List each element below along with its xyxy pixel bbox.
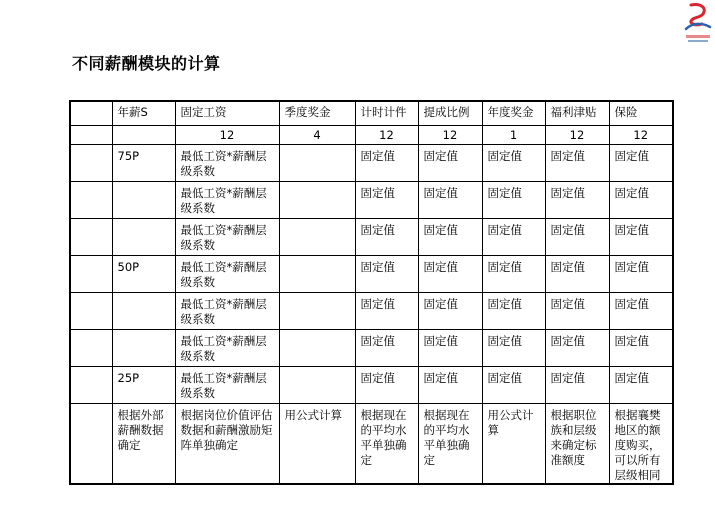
table-cell <box>279 293 355 330</box>
table-cell <box>112 330 175 367</box>
table-cell <box>279 256 355 293</box>
table-cell <box>279 182 355 219</box>
table-cell: 75P <box>112 145 175 182</box>
table-cell: 固定值 <box>418 330 482 367</box>
table-cell: 固定值 <box>545 256 609 293</box>
table-footer-row <box>70 404 673 485</box>
page-title: 不同薪酬模块的计算 <box>72 54 221 73</box>
salary-module-table <box>69 100 674 485</box>
table-cell: 根据岗位价值评估数据和薪酬激励矩阵单独确定 <box>175 404 279 485</box>
table-cell <box>70 293 112 330</box>
table-cell: 固定值 <box>609 182 673 219</box>
table-cell: 固定值 <box>545 145 609 182</box>
table-cell: 用公式计算 <box>279 404 355 485</box>
table-cell: 根据外部薪酬数据确定 <box>112 404 175 485</box>
table-row <box>70 330 673 367</box>
table-cell <box>279 367 355 404</box>
table-cell: 季度奖金 <box>279 101 355 126</box>
table-cell <box>279 145 355 182</box>
table-cell <box>70 145 112 182</box>
table-cell <box>70 404 112 485</box>
table-cell: 最低工资*薪酬层级系数 <box>175 182 279 219</box>
table-cell: 固定值 <box>355 219 418 256</box>
table-cell: 年度奖金 <box>482 101 545 126</box>
table-cell: 12 <box>609 126 673 145</box>
table-cell: 最低工资*薪酬层级系数 <box>175 293 279 330</box>
table-cell: 固定值 <box>609 330 673 367</box>
table-cell: 固定值 <box>418 293 482 330</box>
table-cell: 根据职位族和层级来确定标准额度 <box>545 404 609 485</box>
table-cell: 提成比例 <box>418 101 482 126</box>
table-cell: 固定值 <box>482 256 545 293</box>
table-cell <box>112 182 175 219</box>
table-cell: 固定值 <box>418 367 482 404</box>
table-cell <box>70 256 112 293</box>
table-cell: 固定值 <box>609 145 673 182</box>
table-cell: 固定值 <box>545 330 609 367</box>
table-cell: 1 <box>482 126 545 145</box>
table-cell <box>70 330 112 367</box>
table-row <box>70 367 673 404</box>
table-cell: 固定值 <box>482 367 545 404</box>
table-cell: 保险 <box>609 101 673 126</box>
table-cell: 固定值 <box>545 367 609 404</box>
table-cell: 固定值 <box>482 330 545 367</box>
table-cell <box>70 126 112 145</box>
table-cell: 固定值 <box>482 219 545 256</box>
table-cell: 固定值 <box>355 293 418 330</box>
table-cell: 根据现在的平均水平单独确定 <box>355 404 418 485</box>
table-cell <box>70 367 112 404</box>
table-cell: 固定值 <box>355 367 418 404</box>
table-row <box>70 219 673 256</box>
table-cell: 固定工资 <box>175 101 279 126</box>
table-cell: 固定值 <box>418 256 482 293</box>
table-cell: 固定值 <box>482 145 545 182</box>
table-cell: 最低工资*薪酬层级系数 <box>175 256 279 293</box>
table-cell: 固定值 <box>418 145 482 182</box>
table-cell: 固定值 <box>609 367 673 404</box>
table-cell: 固定值 <box>482 182 545 219</box>
table-cell <box>112 126 175 145</box>
table-count-row <box>70 126 673 145</box>
table-cell <box>70 219 112 256</box>
table-cell: 固定值 <box>355 145 418 182</box>
table-cell: 50P <box>112 256 175 293</box>
table-cell: 年薪S <box>112 101 175 126</box>
table-cell <box>70 182 112 219</box>
table-cell: 最低工资*薪酬层级系数 <box>175 145 279 182</box>
table-cell: 固定值 <box>545 293 609 330</box>
table-cell: 最低工资*薪酬层级系数 <box>175 330 279 367</box>
table-cell: 12 <box>175 126 279 145</box>
table-row <box>70 145 673 182</box>
table-cell: 根据现在的平均水平单独确定 <box>418 404 482 485</box>
table-cell: 4 <box>279 126 355 145</box>
table-cell: 固定值 <box>545 182 609 219</box>
table-cell <box>279 219 355 256</box>
table-header-row <box>70 101 673 126</box>
table-cell: 固定值 <box>355 182 418 219</box>
table-cell: 25P <box>112 367 175 404</box>
table-cell: 根据襄樊地区的额度购买，可以所有层级相同 <box>609 404 673 485</box>
table-cell <box>279 330 355 367</box>
table-cell: 固定值 <box>545 219 609 256</box>
table-cell: 最低工资*薪酬层级系数 <box>175 367 279 404</box>
table-row <box>70 256 673 293</box>
table-cell: 固定值 <box>609 256 673 293</box>
table-cell: 最低工资*薪酬层级系数 <box>175 219 279 256</box>
table-cell: 固定值 <box>355 256 418 293</box>
table-cell: 计时计件 <box>355 101 418 126</box>
table-cell: 用公式计算 <box>482 404 545 485</box>
table-cell <box>112 293 175 330</box>
table-cell: 固定值 <box>418 182 482 219</box>
table-cell: 固定值 <box>609 219 673 256</box>
company-logo <box>682 2 714 44</box>
table-cell: 固定值 <box>609 293 673 330</box>
table-row <box>70 293 673 330</box>
table-cell: 12 <box>545 126 609 145</box>
table-cell <box>112 219 175 256</box>
table-cell: 12 <box>355 126 418 145</box>
table-cell: 12 <box>418 126 482 145</box>
table-cell: 固定值 <box>355 330 418 367</box>
table-cell: 固定值 <box>482 293 545 330</box>
table-cell <box>70 101 112 126</box>
table-row <box>70 182 673 219</box>
table-cell: 固定值 <box>418 219 482 256</box>
table-cell: 福利津贴 <box>545 101 609 126</box>
